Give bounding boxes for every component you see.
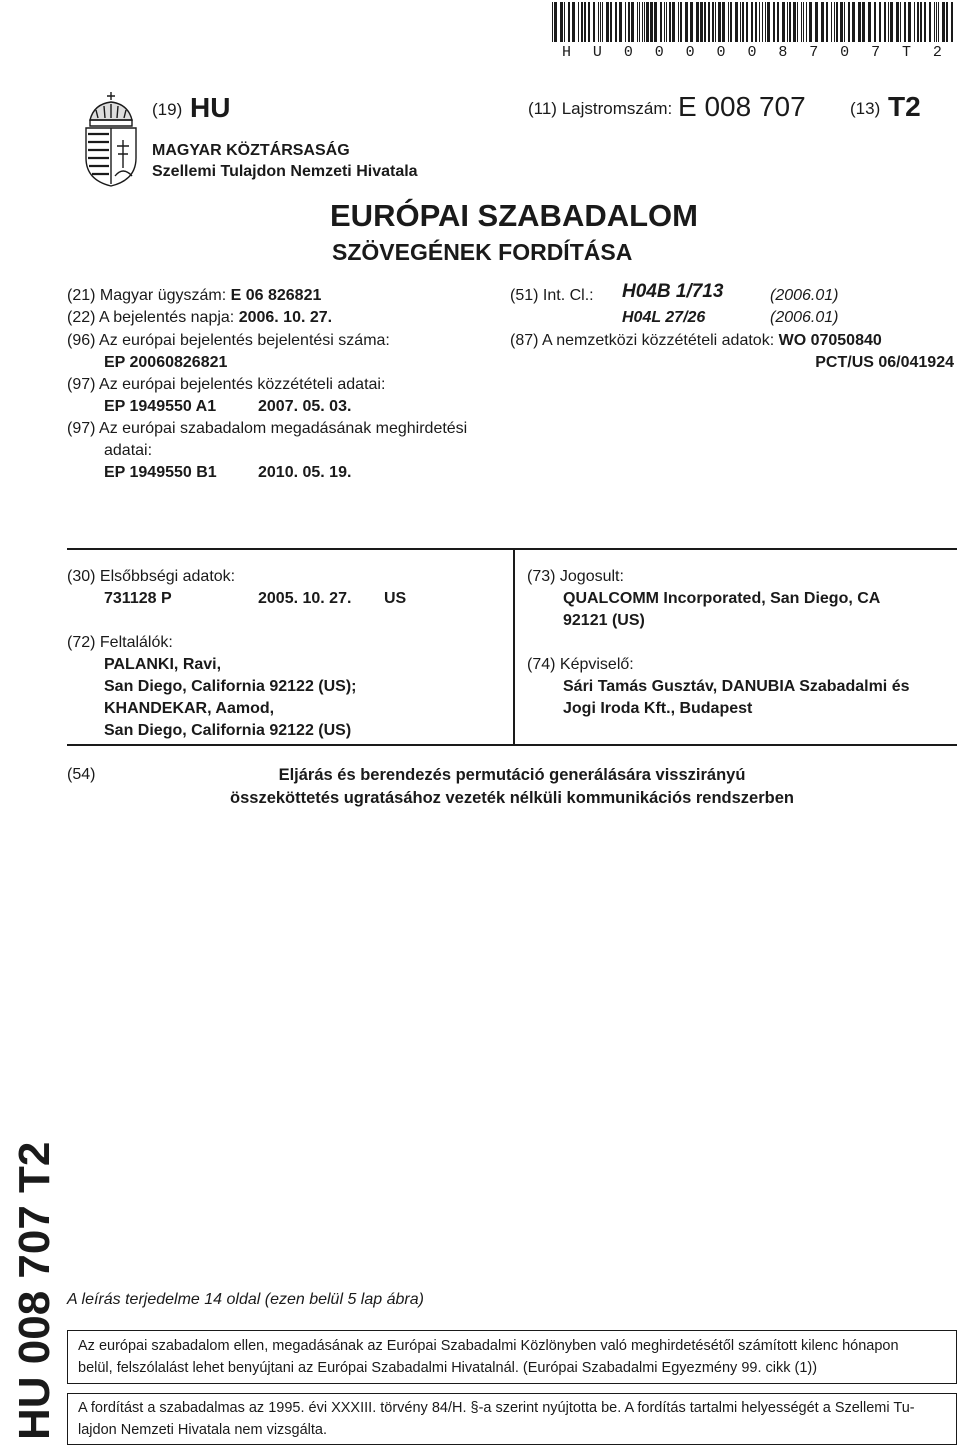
barcode-char: 0 — [747, 44, 757, 61]
section-bottom-rule — [67, 744, 957, 746]
barcode-char: 2 — [932, 44, 942, 61]
barcode-bar — [606, 2, 609, 42]
barcode-bar — [755, 2, 757, 42]
barcode-char: T — [901, 44, 911, 61]
inventor-line: San Diego, California 92122 (US); — [104, 678, 357, 695]
barcode-bar — [751, 2, 753, 42]
priority-number: 731128 P — [104, 590, 172, 607]
barcode-bar — [600, 2, 601, 42]
office-name-line2: Szellemi Tulajdon Nemzeti Hivatala — [152, 163, 418, 180]
barcode-bar — [888, 2, 889, 42]
barcode-bar — [615, 2, 617, 42]
barcode-bar — [946, 2, 948, 42]
barcode-bar — [650, 2, 653, 42]
invention-title — [67, 764, 957, 810]
inventor-line: San Diego, California 92122 (US) — [104, 722, 352, 739]
barcode-bar — [938, 2, 939, 42]
barcode-bar — [715, 2, 716, 42]
barcode-bar — [584, 2, 586, 42]
barcode-bar — [628, 2, 630, 42]
barcode — [548, 2, 956, 42]
barcode-bar — [803, 2, 804, 42]
barcode-bar — [793, 2, 796, 42]
barcode-char: 0 — [654, 44, 664, 61]
section-top-rule — [67, 548, 957, 550]
field-73-label: (73) Jogosult: — [527, 568, 624, 585]
translation-notice-box — [67, 1393, 957, 1445]
invention-title-line-2: összeköttetés ugratásához vezeték nélküli kommunikációs rendszerben — [230, 789, 794, 807]
field-30-label: (30) Elsőbbségi adatok: — [67, 568, 236, 585]
barcode-bar — [718, 2, 721, 42]
inventor-line: PALANKI, Ravi, — [104, 656, 222, 673]
section-divider — [513, 548, 515, 746]
description-extent: A leírás terjedelme 14 oldal (ezen belül 5 lap ábra) — [67, 1291, 424, 1308]
barcode-bar — [685, 2, 688, 42]
opposition-notice-line-2: belül, felszólalást lehet benyújtani az Európai Szabadalmi Hivatalnál. (Európai Szabadalmi Egyezmény 99. cikk (1)) — [78, 1360, 818, 1376]
barcode-bar — [740, 2, 741, 42]
barcode-bar — [552, 2, 553, 42]
inid-19: (19) — [152, 100, 183, 119]
barcode-bar — [644, 2, 645, 42]
barcode-bar — [868, 2, 871, 42]
barcode-char: 7 — [809, 44, 819, 61]
barcode-char: 0 — [840, 44, 850, 61]
translation-notice-line-2: lajdon Nemzeti Hivatala nem vizsgálta. — [78, 1422, 328, 1438]
barcode-bar — [564, 2, 565, 42]
barcode-bar — [884, 2, 886, 42]
inid-11-label: (11) Lajstromszám: — [528, 99, 673, 118]
barcode-bar — [904, 2, 906, 42]
field-72-label: (72) Feltalálók: — [67, 634, 173, 651]
barcode-bar — [598, 2, 599, 42]
barcode-bar — [560, 2, 563, 42]
barcode-char: 0 — [716, 44, 726, 61]
field-97a-label: (97) Az európai bejelentés közzétételi adatai: — [67, 376, 386, 393]
barcode-bar — [664, 2, 665, 42]
barcode-bar — [836, 2, 838, 42]
barcode-bar — [777, 2, 779, 42]
barcode-bar — [908, 2, 911, 42]
barcode-bar — [782, 2, 785, 42]
barcode-bar — [848, 2, 850, 42]
barcode-char: 0 — [623, 44, 633, 61]
barcode-bar — [874, 2, 876, 42]
barcode-bar — [625, 2, 626, 42]
barcode-bar — [896, 2, 899, 42]
barcode-bar — [602, 2, 603, 42]
barcode-char: 0 — [685, 44, 695, 61]
holder-line: 92121 (US) — [563, 612, 645, 629]
document-subtitle: SZÖVEGÉNEK FORDÍTÁSA — [332, 239, 633, 265]
barcode-bar — [765, 2, 766, 42]
ipc-class-2: H04L 27/26 — [622, 309, 706, 326]
field-21: (21) Magyar ügyszám: E 06 826821 — [67, 287, 322, 304]
barcode-bar — [934, 2, 935, 42]
document-title: EURÓPAI SZABADALOM — [330, 198, 698, 233]
priority-date: 2005. 10. 27. — [258, 590, 352, 607]
barcode-bar — [942, 2, 945, 42]
barcode-bar — [639, 2, 640, 42]
agent-line-2: Jogi Iroda Kft., Budapest — [563, 700, 753, 717]
barcode-bar — [862, 2, 865, 42]
barcode-bar — [660, 2, 662, 42]
barcode-bar — [879, 2, 881, 42]
barcode-char: U — [592, 44, 602, 61]
priority-country: US — [384, 590, 407, 607]
holder-line: QUALCOMM Incorporated, San Diego, CA — [563, 590, 881, 607]
barcode-bar — [844, 2, 845, 42]
barcode-bar — [572, 2, 575, 42]
barcode-bar — [821, 2, 824, 42]
barcode-bar — [858, 2, 861, 42]
barcode-bar — [797, 2, 798, 42]
country-code: HU — [190, 92, 231, 123]
barcode-bar — [806, 2, 807, 42]
barcode-bar — [773, 2, 775, 42]
barcode-bar — [672, 2, 675, 42]
barcode-bar — [900, 2, 901, 42]
barcode-bar — [637, 2, 638, 42]
ipc-class-1: H04B 1/713 — [622, 281, 724, 302]
barcode-bar — [787, 2, 788, 42]
field-87-value-2: PCT/US 06/041924 — [815, 354, 954, 371]
barcode-bar — [722, 2, 725, 42]
barcode-bar — [890, 2, 893, 42]
side-document-number: HU 008 707 T2 — [10, 1141, 59, 1440]
barcode-bar — [815, 2, 818, 42]
barcode-bar — [712, 2, 714, 42]
field-96-label: (96) Az európai bejelentés bejelentési száma: — [67, 332, 390, 349]
barcode-bar — [936, 2, 937, 42]
field-87: (87) A nemzetközi közzétételi adatok: WO 07050840 — [510, 332, 882, 349]
inid-13: (13) — [850, 99, 881, 118]
barcode-bar — [646, 2, 649, 42]
barcode-bar — [929, 2, 931, 42]
barcode-bar — [920, 2, 922, 42]
barcode-bar — [581, 2, 583, 42]
kind-code: T2 — [888, 91, 921, 122]
barcode-bar — [619, 2, 622, 42]
barcode-bar — [735, 2, 738, 42]
barcode-bar — [834, 2, 835, 42]
barcode-bar — [728, 2, 729, 42]
field-22: (22) A bejelentés napja: 2006. 10. 27. — [67, 309, 333, 326]
barcode-bar — [914, 2, 915, 42]
barcode-bar — [700, 2, 703, 42]
opposition-notice-line-1: Az európai szabadalom ellen, megadásának az Európai Szabadalmi Közlönyben való meghirdetésétől számított kilenc hónapon — [78, 1338, 899, 1354]
invention-title-line-1: Eljárás és berendezés permutáció generálására visszirányú — [278, 766, 746, 784]
barcode-bar — [666, 2, 667, 42]
field-97a-date: 2007. 05. 03. — [258, 398, 352, 415]
inventor-line: KHANDEKAR, Aamod, — [104, 700, 275, 717]
barcode-bar — [730, 2, 732, 42]
barcode-bar — [746, 2, 748, 42]
ipc-class-2-version: (2006.01) — [770, 309, 839, 326]
barcode-bar — [852, 2, 855, 42]
barcode-bar — [742, 2, 744, 42]
barcode-bar — [696, 2, 699, 42]
field-97a-number: EP 1949550 A1 — [104, 398, 217, 415]
barcode-char: 7 — [871, 44, 881, 61]
barcode-bar — [951, 2, 953, 42]
barcode-bar — [610, 2, 612, 42]
barcode-bar — [826, 2, 828, 42]
opposition-notice-box — [67, 1330, 957, 1384]
barcode-char: 8 — [778, 44, 788, 61]
barcode-bar — [690, 2, 693, 42]
barcode-bar — [704, 2, 706, 42]
barcode-bar — [809, 2, 812, 42]
field-74-label: (74) Képviselő: — [527, 656, 634, 673]
barcode-text — [548, 44, 956, 61]
field-51-label: (51) Int. Cl.: — [510, 287, 594, 304]
registration-number: E 008 707 — [678, 91, 806, 122]
field-97b-label-2: adatai: — [104, 442, 153, 459]
barcode-bar — [708, 2, 710, 42]
barcode-bar — [631, 2, 634, 42]
barcode-char: H — [562, 44, 572, 61]
barcode-bar — [568, 2, 570, 42]
barcode-bar — [654, 2, 657, 42]
barcode-bar — [593, 2, 595, 42]
barcode-bar — [917, 2, 919, 42]
field-96-value: EP 20060826821 — [104, 354, 228, 371]
barcode-bar — [759, 2, 760, 42]
barcode-bar — [642, 2, 643, 42]
barcode-bar — [767, 2, 770, 42]
barcode-bar — [554, 2, 557, 42]
field-97b-date: 2010. 05. 19. — [258, 464, 352, 481]
barcode-bar — [669, 2, 671, 42]
barcode-bar — [588, 2, 590, 42]
barcode-bar — [680, 2, 682, 42]
field-97b-label-1: (97) Az európai szabadalom megadásának meghirdetési — [67, 420, 468, 437]
field-97b-number: EP 1949550 B1 — [104, 464, 217, 481]
inid-54: (54) — [67, 766, 96, 783]
barcode-bar — [831, 2, 832, 42]
barcode-bar — [762, 2, 763, 42]
barcode-bar — [789, 2, 791, 42]
barcode-bar — [840, 2, 843, 42]
barcode-bar — [801, 2, 802, 42]
ipc-class-1-version: (2006.01) — [770, 287, 839, 304]
agent-line-1: Sári Tamás Gusztáv, DANUBIA Szabadalmi és — [563, 678, 910, 695]
office-name-line1: MAGYAR KÖZTÁRSASÁG — [152, 142, 350, 159]
barcode-bar — [924, 2, 926, 42]
coat-of-arms-icon — [80, 90, 142, 188]
translation-notice-line-1: A fordítást a szabadalmas az 1995. évi XXXIII. törvény 84/H. §-a szerint nyújtotta be. A fordítás tartalmi helyességét a Szellemi Tu- — [78, 1400, 915, 1416]
barcode-bar — [578, 2, 579, 42]
barcode-bar — [678, 2, 679, 42]
